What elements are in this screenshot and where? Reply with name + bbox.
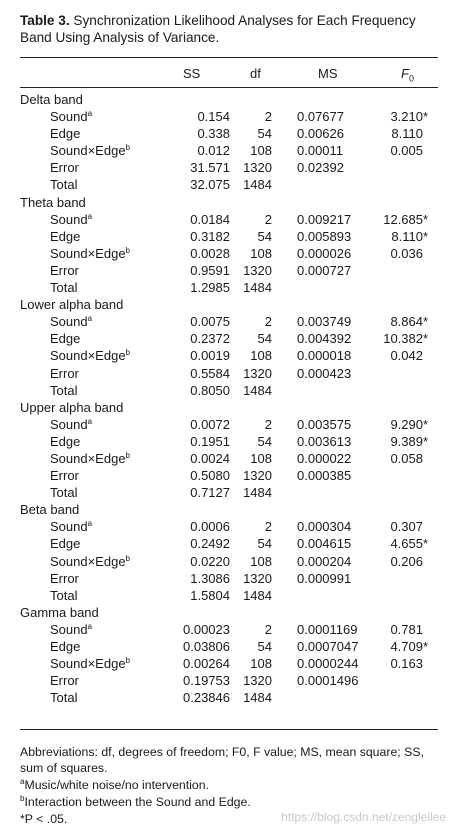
group-heading-row: [0, 399, 452, 416]
table-title: Synchronization Likelihood Analyses for Each Frequency Band Using Analysis of Variance.: [20, 13, 416, 45]
cell-ms: 0.009217: [297, 211, 352, 227]
cell-f-value: 4.709: [390, 639, 423, 654]
bottom-rule: [20, 729, 438, 730]
cell-ss: 0.19753: [183, 673, 230, 689]
cell-df: 54: [257, 536, 272, 552]
cell-f: [365, 621, 431, 638]
cell-ms: 0.0007047: [297, 639, 359, 654]
table-row: [0, 416, 452, 433]
cell-ms: 0.000304: [297, 519, 352, 535]
cell-ss: 0.0075: [190, 314, 230, 330]
table-row: [0, 330, 452, 347]
cell-f: [365, 279, 431, 296]
cell-ms: 0.0001496: [297, 673, 359, 689]
row-label-superscript: a: [87, 211, 93, 221]
group-name: Beta band: [20, 502, 80, 518]
cell-df: 1320: [243, 468, 272, 484]
cell-f: [365, 467, 431, 484]
table-row: [0, 535, 452, 552]
cell-f-value: 0.005: [390, 143, 423, 159]
header-ss: SS: [183, 66, 201, 81]
cell-df: 1320: [243, 673, 272, 689]
cell-ms: 0.07677: [297, 109, 344, 125]
row-label-text: Sound×Edge: [50, 656, 126, 672]
group-name: Theta band: [20, 194, 86, 210]
cell-f-value: 0.042: [390, 348, 423, 364]
row-label-superscript: a: [87, 109, 93, 119]
table-row: [0, 450, 452, 467]
row-label: [50, 672, 79, 689]
cell-ms: 0.0001169: [297, 621, 358, 637]
group-heading-row: [0, 501, 452, 518]
cell-df: 54: [257, 126, 272, 142]
row-label-text: Total: [50, 485, 78, 501]
cell-ss: 0.9591: [190, 262, 230, 278]
cell-ms: 0.003749: [297, 314, 352, 330]
cell-ss: 0.2492: [190, 536, 230, 552]
row-label-superscript: b: [125, 245, 130, 255]
cell-f: [365, 416, 431, 433]
cell-ms: 0.005893: [297, 228, 352, 244]
cell-f-value: 9.389: [390, 433, 423, 449]
cell-ss: 0.00264: [183, 656, 230, 672]
cell-f: [365, 176, 431, 193]
cell-df: 54: [257, 331, 272, 347]
cell-df: 1484: [243, 690, 272, 706]
cell-f: [365, 638, 431, 655]
row-label-superscript: b: [125, 348, 130, 358]
table-row: [0, 279, 452, 296]
cell-f: [365, 159, 431, 176]
row-label-superscript: b: [125, 656, 130, 666]
cell-df: 108: [250, 348, 272, 364]
cell-ss: 0.0028: [190, 245, 230, 261]
cell-f: [365, 689, 431, 706]
row-label-text: Error: [50, 160, 79, 176]
significance-star: *: [423, 331, 429, 347]
row-label-text: Sound×Edge: [50, 553, 126, 569]
row-label-text: Total: [50, 177, 78, 193]
table-row: [0, 262, 452, 279]
table-caption: [20, 12, 440, 46]
table-row: [0, 484, 452, 501]
cell-ms: 0.000026: [297, 245, 352, 261]
cell-df: 1484: [243, 280, 272, 296]
row-label: [50, 416, 92, 433]
footnote-a: $^a$Music/white noise/no intervention.: [20, 777, 210, 792]
cell-f: [365, 570, 431, 587]
group-name: Gamma band: [20, 604, 99, 620]
cell-f: [365, 330, 431, 347]
row-label-text: Edge: [50, 536, 81, 552]
table-row: [0, 553, 452, 570]
cell-f: [365, 313, 431, 330]
cell-ss: 0.00023: [183, 621, 230, 637]
cell-f: [365, 484, 431, 501]
row-label-text: Error: [50, 365, 79, 381]
row-label-superscript: b: [125, 450, 130, 460]
cell-ss: 0.1951: [190, 433, 230, 449]
row-label: [50, 313, 92, 330]
table-row: [0, 125, 452, 142]
row-label-text: Sound: [50, 211, 88, 227]
row-label-superscript: a: [87, 314, 93, 324]
row-label: [50, 211, 92, 228]
row-label: [50, 176, 77, 193]
row-label-text: Edge: [50, 228, 81, 244]
significance-star: *: [423, 639, 429, 654]
cell-f-value: 0.781: [390, 621, 423, 637]
cell-ms: 0.000385: [297, 468, 352, 484]
cell-df: 108: [250, 245, 272, 261]
row-label-text: Sound: [50, 519, 88, 535]
cell-f-value: 4.655: [390, 536, 423, 552]
cell-f: [365, 587, 431, 604]
table-row: [0, 313, 452, 330]
header-df: df: [250, 66, 261, 81]
cell-ss: 0.5080: [190, 468, 230, 484]
cell-df: 1484: [243, 382, 272, 398]
cell-df: 108: [250, 450, 272, 466]
table-row: [0, 570, 452, 587]
header-f-sub: 0: [408, 73, 414, 84]
table-row: [0, 176, 452, 193]
cell-f: [365, 382, 431, 399]
row-label: [50, 279, 77, 296]
row-label: [50, 570, 79, 587]
cell-ss: 0.3182: [190, 228, 230, 244]
cell-f: [365, 108, 431, 125]
row-label-text: Sound: [50, 109, 88, 125]
table-row: [0, 433, 452, 450]
table-row: [0, 245, 452, 262]
table-body: [0, 91, 452, 706]
cell-df: 54: [257, 433, 272, 449]
row-label-superscript: a: [87, 621, 93, 631]
row-label: [50, 262, 79, 279]
cell-ss: 0.5584: [190, 365, 230, 381]
table-row: [0, 159, 452, 176]
cell-f: [365, 433, 431, 450]
row-label-text: Total: [50, 280, 78, 296]
row-label-text: Sound×Edge: [50, 245, 126, 261]
significance-star: *: [423, 211, 429, 227]
table-number: Table 3.: [20, 13, 70, 28]
table-row: [0, 518, 452, 535]
row-label: [50, 638, 80, 655]
table-row: [0, 382, 452, 399]
significance-star: *: [423, 433, 429, 449]
cell-f-value: 8.110: [391, 126, 423, 142]
row-label: [50, 365, 79, 382]
cell-ss: 0.8050: [190, 382, 230, 398]
row-label: [50, 347, 130, 364]
cell-ss: 0.0006: [190, 519, 230, 535]
cell-df: 2: [264, 109, 272, 125]
cell-ms: 0.00011: [297, 143, 344, 159]
cell-ss: 0.0184: [190, 211, 230, 227]
cell-f-value: 0.036: [390, 245, 423, 261]
cell-f-value: 3.210: [390, 109, 423, 125]
cell-f: [365, 262, 431, 279]
row-label-text: Edge: [50, 331, 81, 347]
group-name: Delta band: [20, 92, 83, 107]
row-label-text: Sound×Edge: [50, 143, 126, 159]
significance-star: *: [423, 416, 429, 432]
header-f-letter: F: [401, 66, 409, 81]
row-label-text: Error: [50, 570, 79, 586]
table-row: [0, 467, 452, 484]
cell-ms: 0.000423: [297, 365, 352, 381]
row-label-text: Sound×Edge: [50, 450, 126, 466]
row-label: [50, 450, 130, 467]
cell-ms: 0.000727: [297, 262, 352, 278]
table-row: [0, 689, 452, 706]
table-row: [0, 108, 452, 125]
cell-df: 2: [264, 211, 272, 227]
row-label: [50, 467, 79, 484]
cell-f-value: 10.382: [383, 331, 423, 347]
row-label-text: Edge: [50, 639, 81, 654]
table-row: [0, 142, 452, 159]
cell-f-value: 0.206: [390, 553, 423, 569]
row-label-text: Sound: [50, 416, 88, 432]
cell-ms: 0.000204: [297, 553, 352, 569]
row-label: [50, 587, 77, 604]
cell-f-value: 12.685: [383, 211, 423, 227]
row-label: [50, 689, 77, 706]
cell-ss: 0.0024: [190, 450, 230, 466]
group-heading-row: [0, 604, 452, 621]
cell-ss: 0.0019: [190, 348, 230, 364]
cell-f: [365, 125, 431, 142]
cell-f: [365, 672, 431, 689]
significance-star: *: [423, 228, 429, 244]
table-row: [0, 621, 452, 638]
group-heading-row: [0, 91, 452, 108]
cell-df: 108: [250, 143, 272, 159]
row-label-text: Sound×Edge: [50, 348, 126, 364]
cell-df: 1320: [243, 365, 272, 381]
footnote-b: $^b$Interaction between the Sound and Edge.: [20, 794, 251, 809]
header-f: [401, 66, 414, 84]
cell-ss: 0.0072: [190, 416, 230, 432]
significance-star: *: [423, 536, 429, 552]
cell-ms: 0.000018: [297, 348, 352, 364]
cell-df: 108: [250, 656, 272, 672]
cell-ss: 0.012: [197, 143, 230, 159]
top-rule: [20, 57, 438, 58]
cell-f-value: 0.307: [390, 519, 423, 535]
row-label: [50, 245, 130, 262]
cell-df: 108: [250, 553, 272, 569]
cell-ss: 0.7127: [190, 485, 230, 501]
cell-f: [365, 553, 431, 570]
cell-f-value: 8.110: [391, 228, 423, 244]
row-label: [50, 484, 77, 501]
table-row: [0, 638, 452, 655]
watermark: https://blog.csdn.net/zengleilee: [281, 810, 446, 824]
cell-f-value: 0.163: [390, 656, 423, 672]
cell-ss: 1.5804: [190, 587, 230, 603]
cell-f: [365, 518, 431, 535]
cell-ss: 0.338: [197, 126, 230, 142]
row-label: [50, 535, 80, 552]
cell-ms: 0.004615: [297, 536, 352, 552]
table-row: [0, 587, 452, 604]
cell-f: [365, 655, 431, 672]
table-row: [0, 655, 452, 672]
cell-ss: 0.154: [197, 109, 230, 125]
cell-df: 2: [264, 314, 272, 330]
row-label-text: Total: [50, 382, 78, 398]
row-label: [50, 159, 79, 176]
cell-f: [365, 365, 431, 382]
cell-f-value: 9.290: [390, 416, 423, 432]
cell-df: 1484: [243, 587, 272, 603]
table-row: [0, 365, 452, 382]
cell-f-value: 8.864: [390, 314, 423, 330]
cell-ms: 0.003575: [297, 416, 352, 432]
row-label-text: Total: [50, 690, 78, 706]
cell-ms: 0.003613: [297, 433, 352, 449]
cell-ss: 0.03806: [183, 639, 230, 654]
row-label: [50, 382, 77, 399]
row-label-text: Sound: [50, 314, 88, 330]
row-label: [50, 433, 80, 450]
cell-f: [365, 211, 431, 228]
abbreviations-note: Abbreviations: df, degrees of freedom; F0, F value; MS, mean square; SS, sum of squares.: [20, 745, 424, 775]
group-name: Lower alpha band: [20, 297, 124, 313]
group-heading-row: [0, 296, 452, 313]
cell-ms: 0.00626: [297, 126, 344, 142]
table-row: [0, 211, 452, 228]
cell-ss: 0.0220: [190, 553, 230, 569]
row-label-superscript: b: [125, 553, 130, 563]
significance-note: *P < .05.: [20, 812, 68, 826]
row-label-superscript: b: [125, 143, 130, 153]
row-label: [50, 655, 130, 672]
cell-f: [365, 245, 431, 262]
cell-ss: 31.571: [190, 160, 230, 176]
cell-ms: 0.000022: [297, 450, 352, 466]
row-label-superscript: a: [87, 519, 93, 529]
header-ms: MS: [318, 66, 338, 81]
cell-df: 1320: [243, 160, 272, 176]
significance-star: *: [423, 314, 429, 330]
cell-df: 1320: [243, 570, 272, 586]
cell-ms: 0.0000244: [297, 656, 359, 672]
group-heading-row: [0, 194, 452, 211]
cell-df: 1484: [243, 177, 272, 193]
row-label: [50, 553, 130, 570]
cell-df: 2: [264, 621, 272, 637]
cell-df: 54: [257, 228, 272, 244]
row-label-text: Edge: [50, 126, 81, 142]
cell-f: [365, 347, 431, 364]
cell-ms: 0.02392: [297, 160, 344, 176]
row-label: [50, 621, 92, 638]
table-row: [0, 228, 452, 245]
row-label: [50, 108, 92, 125]
row-label-text: Total: [50, 587, 78, 603]
row-label: [50, 142, 130, 159]
row-label: [50, 228, 80, 245]
row-label-text: Error: [50, 262, 79, 278]
cell-ss: 32.075: [190, 177, 230, 193]
cell-f: [365, 450, 431, 467]
row-label-text: Sound: [50, 621, 88, 637]
cell-f: [365, 228, 431, 245]
cell-df: 54: [257, 639, 272, 654]
cell-ms: 0.004392: [297, 331, 352, 347]
row-label: [50, 330, 80, 347]
row-label-text: Edge: [50, 433, 81, 449]
table-row: [0, 672, 452, 689]
cell-ss: 1.3086: [190, 570, 230, 586]
row-label-superscript: a: [87, 416, 93, 426]
cell-f: [365, 142, 431, 159]
cell-df: 1484: [243, 485, 272, 501]
row-label: [50, 125, 80, 142]
cell-df: 1320: [243, 262, 272, 278]
group-name: Upper alpha band: [20, 399, 124, 415]
cell-df: 2: [264, 519, 272, 535]
header-rule: [20, 87, 438, 88]
row-label: [50, 518, 92, 535]
cell-ss: 1.2985: [190, 280, 230, 296]
cell-ms: 0.000991: [297, 570, 352, 586]
cell-df: 2: [264, 416, 272, 432]
cell-f-value: 0.058: [390, 450, 423, 466]
cell-ss: 0.2372: [190, 331, 230, 347]
table-row: [0, 347, 452, 364]
significance-star: *: [423, 109, 429, 125]
row-label-text: Error: [50, 673, 79, 689]
row-label-text: Error: [50, 468, 79, 484]
cell-f: [365, 535, 431, 552]
cell-ss: 0.23846: [183, 690, 230, 706]
